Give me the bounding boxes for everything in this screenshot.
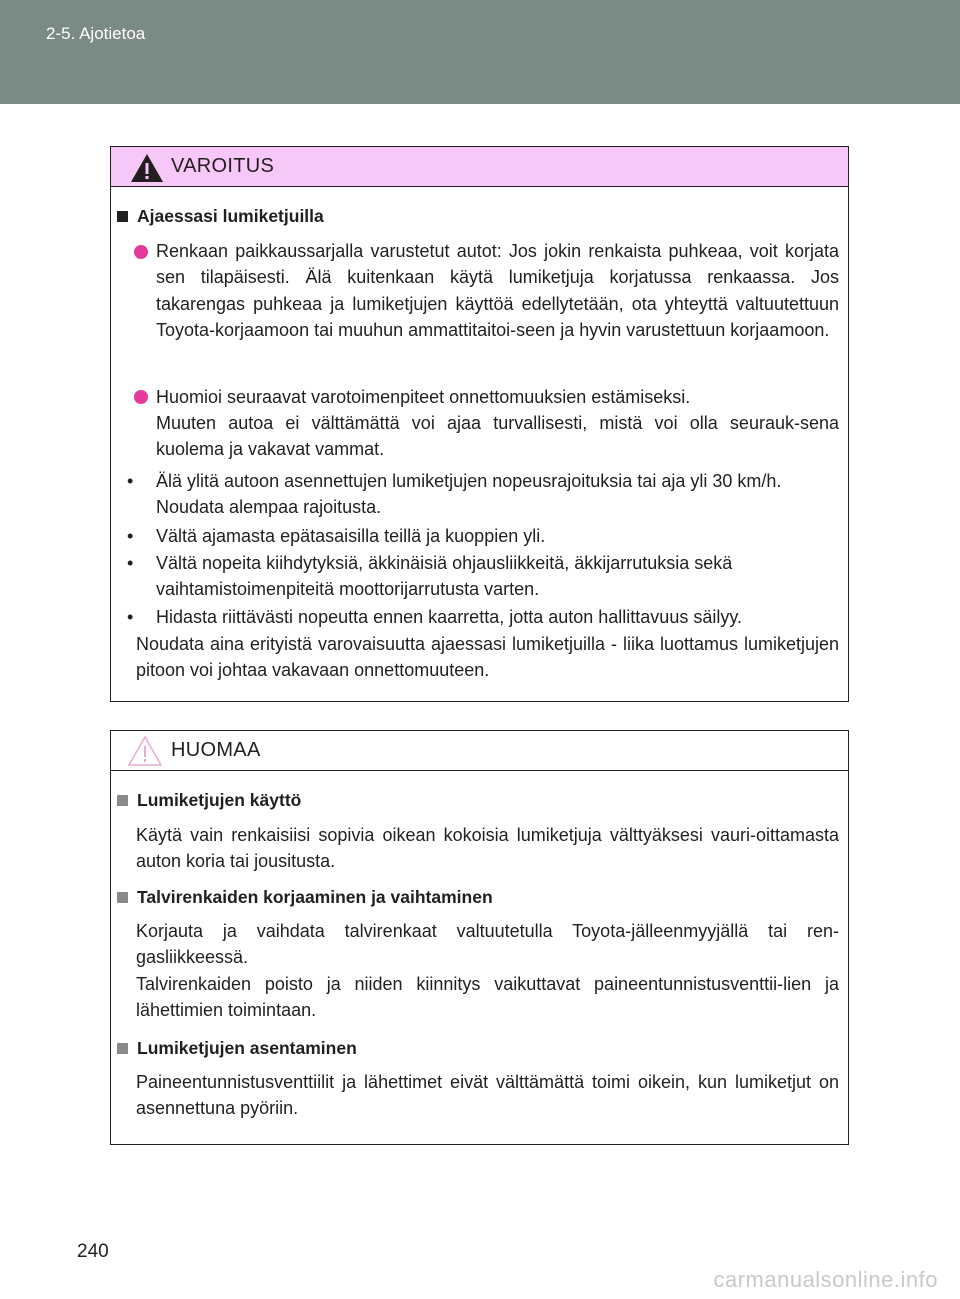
warning-triangle-icon <box>130 152 164 184</box>
warning-box: VAROITUS Ajaessasi lumiketjuilla Renkaan paikkaussarjalla varustetut autot: Jos jokin renkaista puhkeaa, voit korjata sen tilapäisesti. Älä kuitenkaan käytä lumiketjuja korjatussa renkaassa. Jos takarengas puhkeaa ja lumiketjujen käyttöä edellytetään, ota yhteyttä valtuutettuun Toyota-korjaamoon tai muuhun ammattitaitoi-seen ja hyvin varustettuun korjaamoon. Huomioi seuraavat varotoimenpiteet onnettomuuksien estämiseksi. Muuten autoa ei välttämättä voi ajaa turvallisesti, mistä voi olla seurauk-sena kuolema ja vakavat vammat. • Älä ylitä autoon asennettujen lumiketjujen nopeusrajoituksia tai aja yli 30 km/h. Noudata alempaa rajoitusta. • Vältä ajamasta epätasaisilla teillä ja kuoppien yli. • Vältä nopeita kiihdytyksiä, äkkinäisiä ohjausliikkeitä, äkkijarrutuksia sekä vaihtamistoimenpiteitä moottorijarrutusta varten. • Hidasta riittävästi nopeutta ennen kaarretta, jotta auton hallittavuus säilyy. Noudata aina erityistä varovaisuutta ajaessasi lumiketjuilla - liika luottamus lumiketjujen pitoon voi johtaa vakavaan onnettomuuteen. <box>110 146 849 702</box>
circle-bullet-icon <box>134 390 148 404</box>
square-bullet-icon <box>117 1043 128 1054</box>
caution-outline-triangle-icon <box>128 735 162 767</box>
square-bullet-icon <box>117 892 128 903</box>
page-number: 240 <box>77 1241 109 1262</box>
notice-box <box>110 730 849 1145</box>
warning-bullet-2-cont: Muuten autoa ei välttämättä voi ajaa turvallisesti, mistä voi olla seurauk-sena kuolema ja vakavat vammat. <box>156 413 839 460</box>
notice-text: Korjauta ja vaihdata talvirenkaat valtuutetulla Toyota-jälleenmyyjällä tai ren-gasliikkeessä. <box>136 921 839 968</box>
notice-heading: Lumiketjujen asentaminen <box>117 1035 357 1061</box>
section-title: 2-5. Ajotietoa <box>46 24 146 43</box>
notice-text: Paineentunnistusventtiilit ja lähettimet eivät välttämättä toimi oikein, kun lumiketjut on asennettuna pyöriin. <box>136 1072 839 1119</box>
notice-header <box>111 731 848 771</box>
warning-heading: Ajaessasi lumiketjuilla <box>117 203 324 229</box>
square-bullet-icon <box>117 795 128 806</box>
circle-bullet-icon <box>134 245 148 259</box>
warning-bullet-1: Renkaan paikkaussarjalla varustetut autot: Jos jokin renkaista puhkeaa, voit korjata sen tilapäisesti. Älä kuitenkaan käytä lumiketjuja korjatussa renkaassa. Jos takarengas puhkeaa ja lumiketjujen käyttöä edellytetään, ota yhteyttä valtuutettuun Toyota-korjaamoon tai muuhun ammattitaitoi-seen ja hyvin varustettuun korjaamoon. <box>156 241 839 340</box>
warning-bullet-2: Huomioi seuraavat varotoimenpiteet onnettomuuksien estämiseksi. <box>156 387 691 407</box>
square-bullet-icon <box>117 211 128 222</box>
notice-title: HUOMAA <box>171 739 261 761</box>
warning-closing: Noudata aina erityistä varovaisuutta ajaessasi lumiketjuilla - liika luottamus lumiketjujen pitoon voi johtaa vakavaan onnettomuuteen. <box>136 634 839 681</box>
header-bar <box>0 0 960 104</box>
warning-header <box>111 147 848 187</box>
warning-title: VAROITUS <box>171 155 275 177</box>
notice-text: Talvirenkaiden poisto ja niiden kiinnitys vaikuttavat paineentunnistusventtii-lien ja lähettimien toimintaan. <box>136 974 839 1021</box>
watermark: carmanualsonline.info <box>713 1267 938 1292</box>
notice-heading: Lumiketjujen käyttö <box>117 787 301 813</box>
notice-heading: Talvirenkaiden korjaaminen ja vaihtaminen <box>117 884 493 910</box>
notice-text: Käytä vain renkaisiisi sopivia oikean kokoisia lumiketjuja välttyäksesi vauri-oittamasta auton koria tai jousitusta. <box>136 825 839 872</box>
